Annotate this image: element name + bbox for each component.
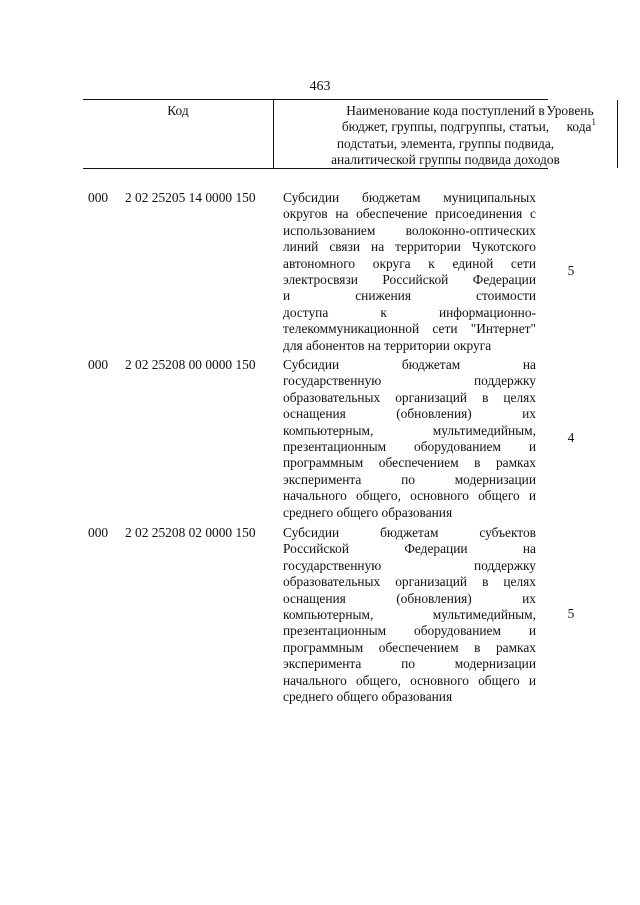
description-line: компьютерным, мультимедийным, xyxy=(283,607,536,623)
description-line: линий связи на территории Чукотского xyxy=(283,239,536,255)
header-name-line: бюджет, группы, подгруппы, статьи, xyxy=(341,119,550,135)
description-line: государственную поддержку xyxy=(283,373,536,389)
description-line: и снижения стоимости xyxy=(283,288,536,304)
description-line: начального общего, основного общего и xyxy=(283,672,536,688)
description-line: программным обеспечением в рамках xyxy=(283,455,536,471)
description-line: образовательных организаций в целях xyxy=(283,574,536,590)
header-name-line: подстатьи, элемента, группы подвида, xyxy=(336,135,555,151)
description-line: государственную поддержку xyxy=(283,557,536,573)
description-line: автономного округа к единой сети xyxy=(283,255,536,271)
page-number: 463 xyxy=(309,79,331,94)
description-line: образовательных организаций в целях xyxy=(283,389,536,405)
code-description xyxy=(283,525,536,705)
description-line: Субсидии бюджетам на xyxy=(283,357,536,372)
admin-code: 000 xyxy=(88,357,109,372)
code-level: 5 xyxy=(567,263,575,278)
description-line: эксперимента по модернизации xyxy=(283,656,536,672)
description-line: Российской Федерации на xyxy=(283,541,536,557)
description-line: телекоммуникационной сети "Интернет" xyxy=(283,321,536,337)
budget-code: 2 02 25208 02 0000 150 xyxy=(125,525,256,540)
description-line: для абонентов на территории округа xyxy=(283,337,492,353)
description-line: программным обеспечением в рамках xyxy=(283,639,536,655)
code-level: 5 xyxy=(567,606,575,621)
code-description xyxy=(283,190,536,354)
admin-code: 000 xyxy=(88,525,109,540)
admin-code: 000 xyxy=(88,190,109,205)
header-level xyxy=(540,103,600,136)
description-line: презентационным оборудованием и xyxy=(283,439,536,455)
description-line: электросвязи Российской Федерации xyxy=(283,272,536,288)
header-level-word2: кода xyxy=(566,119,592,135)
code-description xyxy=(283,357,536,521)
footnote-mark: 1 xyxy=(591,117,596,128)
description-line: среднего общего образования xyxy=(283,504,453,520)
description-line: эксперимента по модернизации xyxy=(283,471,536,487)
description-line: оснащения (обновления) их xyxy=(283,406,536,422)
description-line: оснащения (обновления) их xyxy=(283,590,536,606)
code-level: 4 xyxy=(567,430,575,445)
table-header xyxy=(83,99,596,169)
description-line: Субсидии бюджетам субъектов xyxy=(283,525,536,540)
header-name-line: Наименование кода поступлений в xyxy=(346,103,545,118)
header-name-line: аналитической группы подвида доходов xyxy=(331,151,560,167)
description-line: доступа к информационно- xyxy=(283,304,536,320)
description-line: использованием волоконно-оптических xyxy=(283,222,536,238)
description-line: Субсидии бюджетам муниципальных xyxy=(283,190,536,205)
budget-code: 2 02 25208 00 0000 150 xyxy=(125,357,256,372)
description-line: презентационным оборудованием и xyxy=(283,623,536,639)
header-level-word: Уровень xyxy=(546,103,594,118)
description-line: начального общего, основного общего и xyxy=(283,488,536,504)
header-code: Код xyxy=(167,103,189,118)
description-line: округов на обеспечение присоединения с xyxy=(283,206,536,222)
description-line: компьютерным, мультимедийным, xyxy=(283,422,536,438)
budget-code: 2 02 25205 14 0000 150 xyxy=(125,190,256,205)
description-line: среднего общего образования xyxy=(283,689,453,705)
